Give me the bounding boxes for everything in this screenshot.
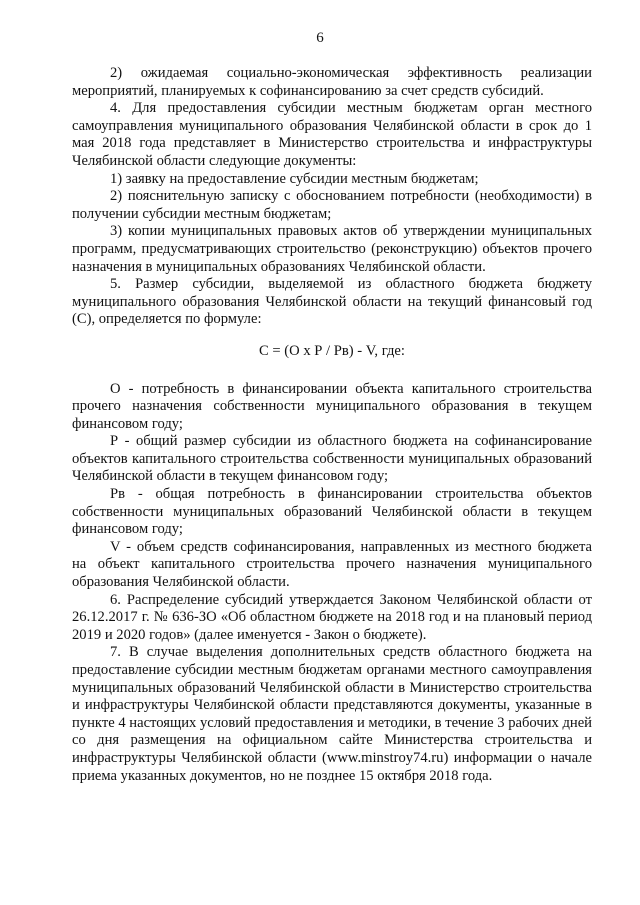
list-item-explanatory-note: 2) пояснительную записку с обоснованием потребности (необходимости) в получении субсидии местным бюджетам; <box>72 188 592 222</box>
paragraph-expected-effectiveness: 2) ожидаемая социально-экономическая эффективность реализации мероприятий, планируемых к софинансированию за счет средств субсидий. <box>72 65 592 99</box>
page-number: 6 <box>316 30 324 46</box>
paragraph-5-subsidy-size: 5. Размер субсидии, выделяемой из областного бюджета бюджету муниципального образования Челябинской области на текущий финансовый год (С), определяется по формуле: <box>72 276 592 328</box>
document-body <box>72 65 592 785</box>
definition-p: Р - общий размер субсидии из областного бюджета на софинансирование объектов капитального строительства собственности муниципальных образований Челябинской области в текущем финансовом году; <box>72 433 592 485</box>
definition-pv: Рв - общая потребность в финансировании строительства объектов собственности муниципальных образований Челябинской области в текущем финансовом году; <box>72 486 592 538</box>
subsidy-formula: С = (О х Р / Рв) - V, где: <box>259 342 405 359</box>
list-item-application: 1) заявку на предоставление субсидии местным бюджетам; <box>110 170 479 187</box>
definition-v: V - объем средств софинансирования, направленных из местного бюджета на объект капитального строительства прочего назначения муниципального образования Челябинской области. <box>72 538 592 591</box>
definition-o: О - потребность в финансировании объекта капитального строительства прочего назначения собственности муниципального образования в текущем финансовом году; <box>72 380 592 432</box>
paragraph-6-distribution: 6. Распределение субсидий утверждается Законом Челябинской области от 26.12.2017 г. № 636-ЗО «Об областном бюджете на 2018 год и на плановый период 2019 и 2020 годов» (далее именуется - Закон о бюджете). <box>72 591 592 643</box>
paragraph-7-additional-funds: 7. В случае выделения дополнительных средств областного бюджета на предоставление субсидии местным бюджетам органами местного самоуправления муниципальных образований Челябинской области в Министерство строительства и инфраструктуры Челябинской области представляются документы, указанные в пункте 4 настоящих условий предоставления и методики, в течение 3 рабочих дней со дня размещения на официальном сайте Министерства строительства и инфраструктуры Челябинской области (www.minstroy74.ru) информации о начале приема указанных документов, но не позднее 15 октября 2018 года. <box>72 644 592 784</box>
list-item-legal-acts: 3) копии муниципальных правовых актов об утверждении муниципальных программ, предусматривающих строительство (реконструкцию) объектов прочего назначения в муниципальных образованиях Челябинской области. <box>72 223 592 275</box>
paragraph-4-documents: 4. Для предоставления субсидии местным бюджетам орган местного самоуправления муниципального образования Челябинской области в срок до 1 мая 2018 года представляет в Министерство строительства и инфраструктуры Челябинской области следующие документы: <box>72 100 592 169</box>
